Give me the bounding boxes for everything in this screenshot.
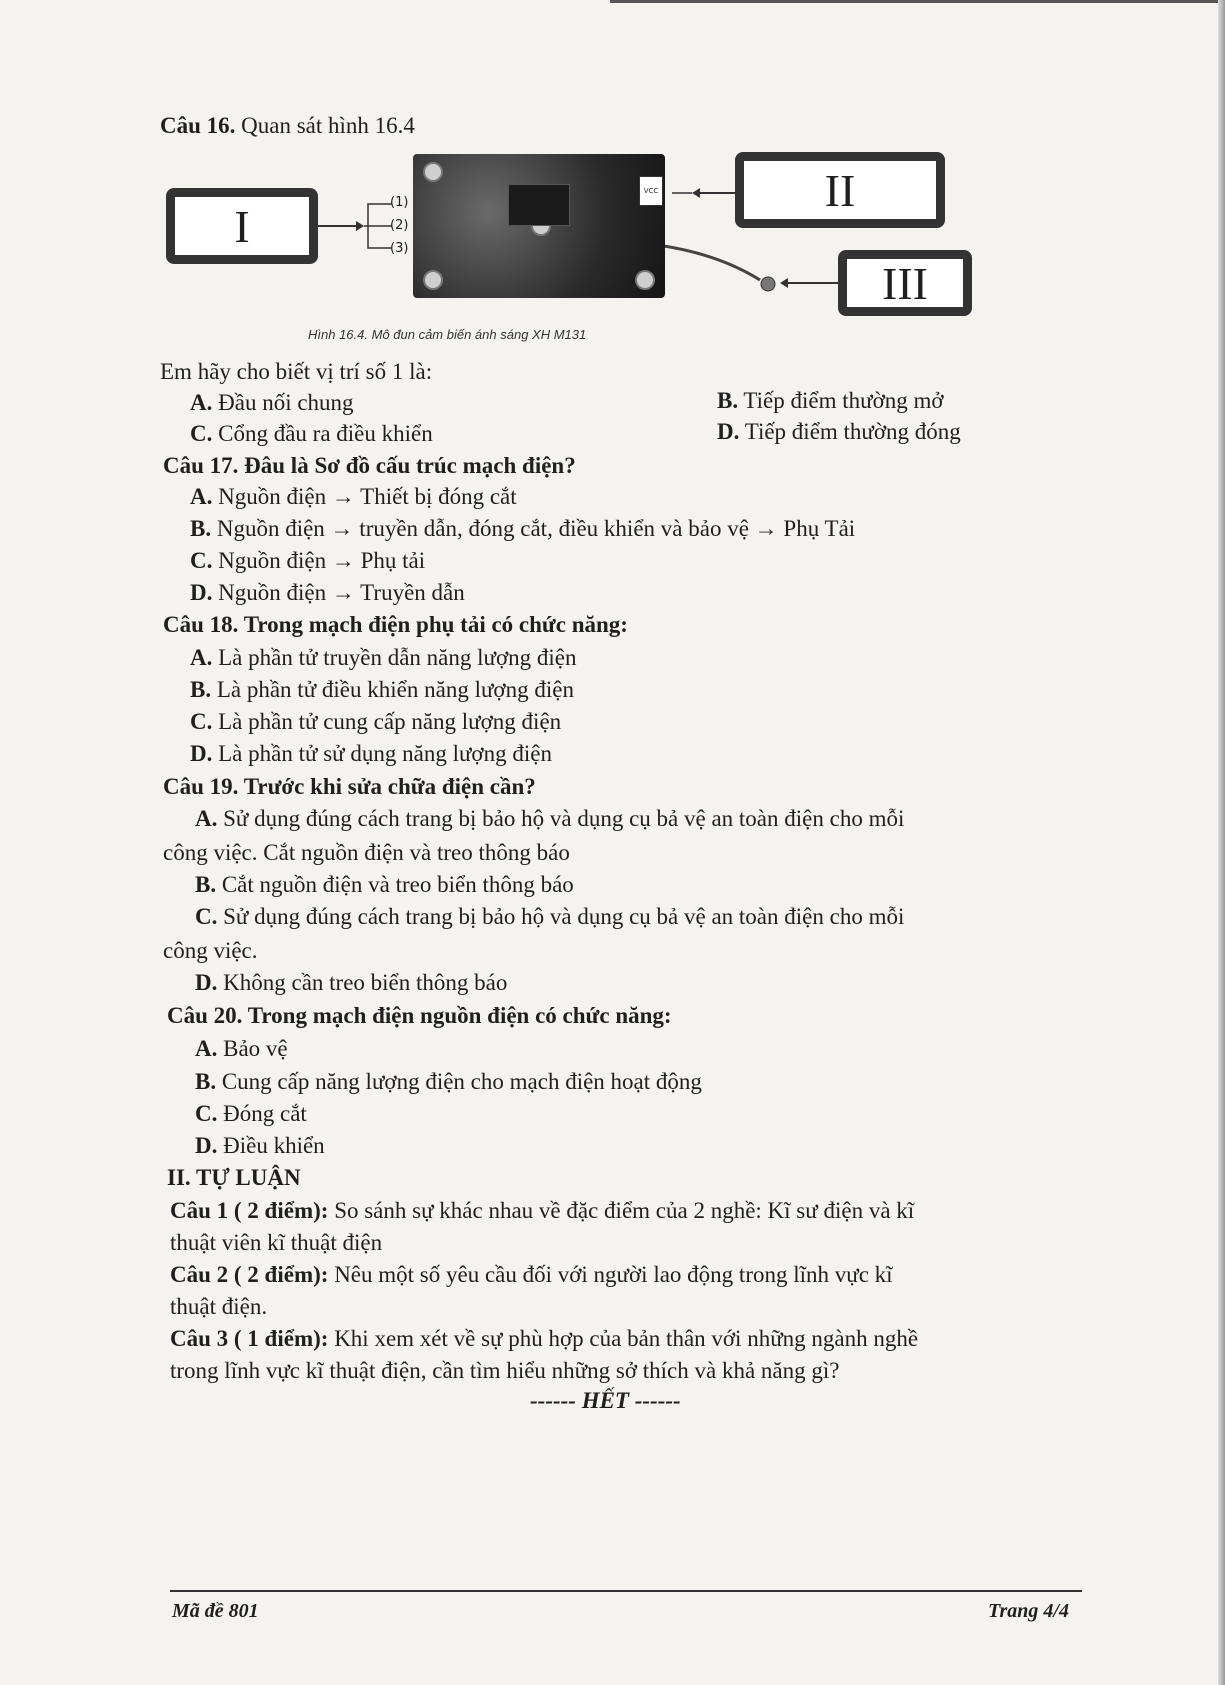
essay-1-cont: thuật viên kĩ thuật điện (170, 1230, 383, 1255)
board-mount-hole (635, 270, 655, 290)
figure-caption: Hình 16.4. Mô đun cảm biến ánh sáng XH M131 (308, 327, 587, 342)
essay-2-cont: thuật điện. (170, 1294, 268, 1319)
q16-d-text: Tiếp điểm thường đóng (739, 419, 961, 444)
q16-c-text: Cổng đầu ra điều khiển (212, 421, 433, 446)
section-2-title: II. TỰ LUẬN (167, 1165, 301, 1190)
q19-option-d (195, 969, 507, 997)
essay-3-text: Khi xem xét về sự phù hợp của bản thân với những ngành nghề (328, 1326, 919, 1351)
q17-c-key: C. (190, 548, 213, 573)
q18-b-key: B. (190, 677, 212, 702)
q17-c-text: Nguồn điện → Phụ tải (212, 548, 426, 573)
sensor-module-board (413, 154, 665, 298)
q18-d-key: D. (190, 741, 213, 766)
q19-option-c (195, 903, 904, 931)
q18-option-d (190, 740, 552, 768)
q19-d-text: Không cần treo biển thông báo (217, 970, 508, 995)
essay-3-title: Câu 3 ( 1 điểm): (170, 1326, 329, 1351)
q18-c-key: C. (190, 709, 213, 734)
q17-b-text: Nguồn điện → truyền dẫn, đóng cắt, điều khiển và bảo vệ → Phụ Tải (211, 516, 856, 541)
end-mark: ------ HẾT ------ (530, 1388, 681, 1413)
q20-d-text: Điều khiển (217, 1133, 325, 1158)
q18-b-text: Là phần tử điều khiển năng lượng điện (211, 677, 574, 702)
q16-option-d (717, 418, 961, 446)
q17-option-d (190, 579, 465, 607)
q20-c-text: Đóng cắt (217, 1101, 307, 1126)
q17-title: Câu 17. Đâu là Sơ đồ cấu trúc mạch điện? (163, 453, 576, 478)
board-mount-hole (423, 162, 443, 182)
q20-option-d (195, 1132, 325, 1160)
q19-b-text: Cắt nguồn điện và treo biển thông báo (216, 872, 574, 897)
q19-option-a-cont: công việc. Cắt nguồn điện và treo thông báo (163, 840, 570, 865)
figure-box-3: III (838, 250, 972, 316)
q18-a-text: Là phần tử truyền dẫn năng lượng điện (212, 645, 577, 670)
q19-option-a (195, 805, 904, 833)
q16-d-key: D. (717, 419, 740, 444)
q17-option-b (190, 515, 855, 543)
q16-b-text: Tiếp điểm thường mở (738, 388, 944, 413)
q20-d-key: D. (195, 1133, 218, 1158)
q16-b-key: B. (717, 388, 739, 413)
q18-option-c (190, 708, 561, 736)
q16-a-key: A. (190, 390, 213, 415)
essay-1 (170, 1197, 914, 1225)
q18-title: Câu 18. Trong mạch điện phụ tải có chức năng: (163, 612, 628, 637)
q20-option-b (195, 1068, 702, 1096)
q16-c-key: C. (190, 421, 213, 446)
q16-title: Câu 16. (160, 113, 236, 138)
q19-d-key: D. (195, 970, 218, 995)
q20-a-text: Bảo vệ (217, 1036, 288, 1061)
q17-option-a (190, 483, 517, 511)
q20-b-text: Cung cấp năng lượng điện cho mạch điện hoạt động (216, 1069, 702, 1094)
q19-title: Câu 19. Trước khi sửa chữa điện cần? (163, 774, 536, 799)
essay-1-text: So sánh sự khác nhau về đặc điểm của 2 nghề: Kĩ sư điện và kĩ (328, 1198, 915, 1223)
q20-option-c (195, 1100, 307, 1128)
essay-3 (170, 1325, 918, 1353)
q17-a-text: Nguồn điện → Thiết bị đóng cắt (212, 484, 517, 509)
q17-d-key: D. (190, 580, 213, 605)
q16-option-a (190, 389, 354, 417)
board-port: VCC (639, 176, 663, 206)
q16-prompt: Em hãy cho biết vị trí số 1 là: (160, 359, 433, 384)
q20-title: Câu 20. Trong mạch điện nguồn điện có chức năng: (167, 1003, 672, 1028)
q16-option-b (717, 387, 944, 415)
q17-a-key: A. (190, 484, 213, 509)
q18-d-text: Là phần tử sử dụng năng lượng điện (212, 741, 552, 766)
essay-1-title: Câu 1 ( 2 điểm): (170, 1198, 329, 1223)
essay-2-title: Câu 2 ( 2 điểm): (170, 1262, 329, 1287)
q19-c-key: C. (195, 904, 218, 929)
pin-2-label: (2) (390, 218, 409, 233)
q18-a-key: A. (190, 645, 213, 670)
q16-text: Quan sát hình 16.4 (235, 113, 415, 138)
q19-b-key: B. (195, 872, 217, 897)
q19-option-b (195, 871, 574, 899)
exam-code: Mã đề 801 (172, 1600, 259, 1622)
board-mount-hole (423, 270, 443, 290)
q17-option-c (190, 547, 425, 575)
figure-box-1: I (166, 188, 318, 264)
q20-a-key: A. (195, 1036, 218, 1061)
q19-option-c-cont: công việc. (163, 938, 258, 963)
essay-2-text: Nêu một số yêu cầu đối với người lao động trong lĩnh vực kĩ (328, 1262, 893, 1287)
q20-option-a (195, 1035, 288, 1063)
footer-rule (170, 1590, 1082, 1592)
board-chip (508, 184, 570, 226)
q18-c-text: Là phần tử cung cấp năng lượng điện (212, 709, 562, 734)
q18-option-b (190, 676, 574, 704)
q18-option-a (190, 644, 577, 672)
q16-a-text: Đầu nối chung (212, 390, 354, 415)
essay-2 (170, 1261, 893, 1289)
q20-c-key: C. (195, 1101, 218, 1126)
q19-a-key: A. (195, 806, 218, 831)
page-number: Trang 4/4 (988, 1600, 1069, 1622)
pin-3-label: (3) (390, 241, 409, 256)
q19-c-text: Sử dụng đúng cách trang bị bảo hộ và dụng cụ bả vệ an toàn điện cho mỗi (217, 904, 905, 929)
figure-box-2: II (735, 152, 945, 228)
q19-a-text: Sử dụng đúng cách trang bị bảo hộ và dụng cụ bả vệ an toàn điện cho mỗi (217, 806, 905, 831)
q17-d-text: Nguồn điện → Truyền dẫn (212, 580, 465, 605)
q20-b-key: B. (195, 1069, 217, 1094)
q17-b-key: B. (190, 516, 212, 541)
essay-3-cont: trong lĩnh vực kĩ thuật điện, cần tìm hiểu những sở thích và khả năng gì? (170, 1358, 840, 1383)
q16-option-c (190, 420, 433, 448)
pin-1-label: (1) (390, 195, 409, 210)
